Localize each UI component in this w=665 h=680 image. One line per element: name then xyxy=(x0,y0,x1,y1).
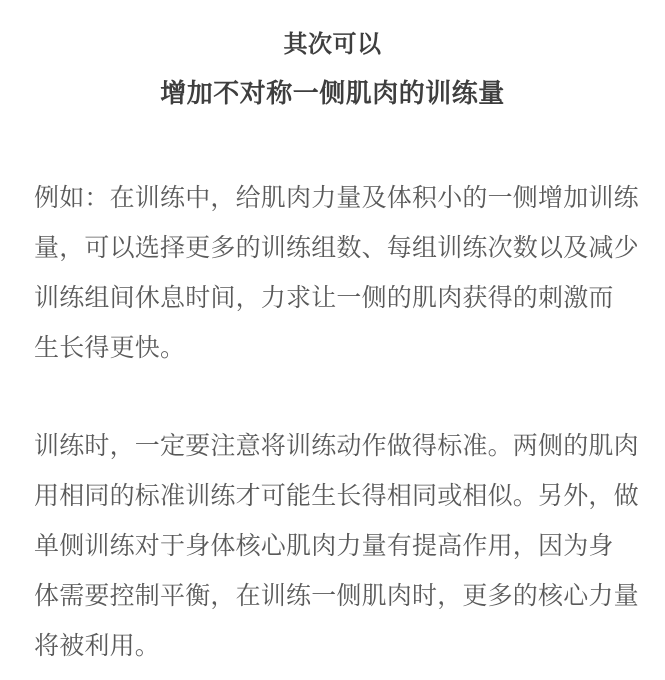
paragraph-2-line-5: 将被利用。 xyxy=(34,632,161,660)
paragraph-1 xyxy=(0,173,665,373)
paragraph-1-line-4: 生长得更快。 xyxy=(34,334,186,362)
paragraph-2 xyxy=(0,421,665,671)
paragraph-2-line-3: 单侧训练对于身体核心肌肉力量有提高作用，因为身 xyxy=(34,532,614,560)
paragraph-2-line-2: 用相同的标准训练才可能生长得相同或相似。另外，做 xyxy=(34,482,639,510)
paragraph-1-line-2: 量，可以选择更多的训练组数、每组训练次数以及减少 xyxy=(34,234,639,262)
article-title-line2: 增加不对称一侧肌肉的训练量 xyxy=(160,78,505,108)
paragraph-1-line-1: 例如：在训练中，给肌肉力量及体积小的一侧增加训练 xyxy=(34,184,639,212)
paragraph-1-line-3: 训练组间休息时间，力求让一侧的肌肉获得的刺激而 xyxy=(34,284,614,312)
paragraph-2-line-1: 训练时，一定要注意将训练动作做得标准。两侧的肌肉 xyxy=(34,432,639,460)
article-title-line1: 其次可以 xyxy=(283,31,382,58)
paragraph-2-line-4: 体需要控制平衡，在训练一侧肌肉时，更多的核心力量 xyxy=(34,582,639,610)
